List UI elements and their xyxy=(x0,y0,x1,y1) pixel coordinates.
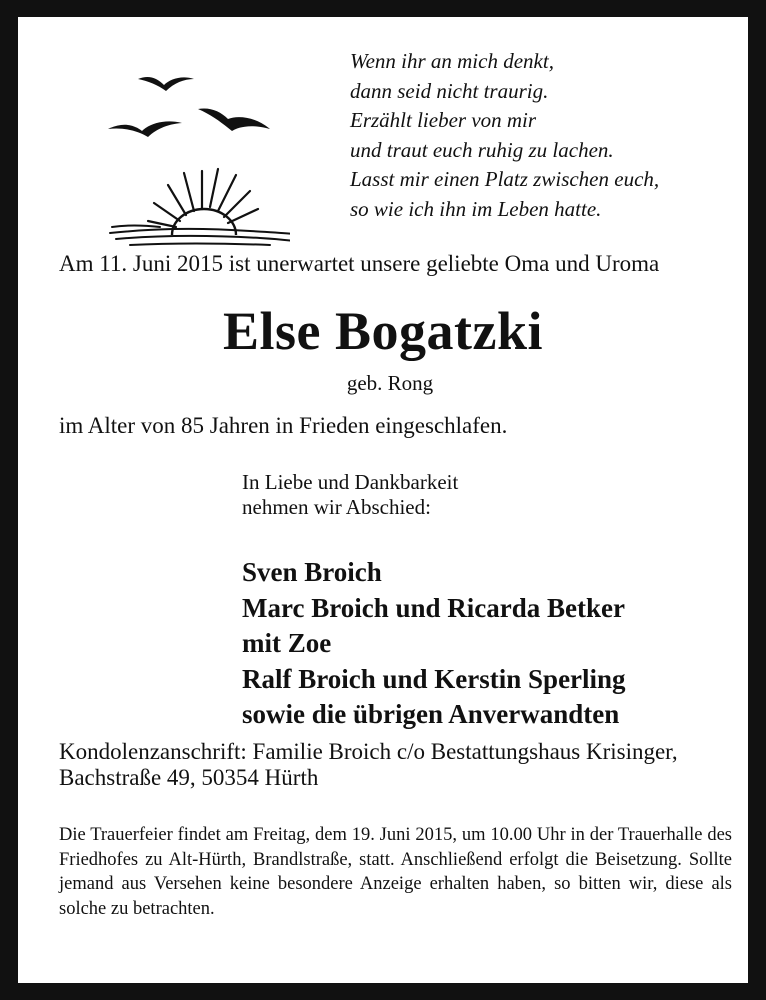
mourner-entry: mit Zoe xyxy=(242,628,332,658)
mourners-list xyxy=(242,555,732,733)
mourner-entry: Ralf Broich und Kerstin Sperling xyxy=(242,663,626,694)
funeral-notice: Die Trauerfeier findet am Freitag, dem 19. Juni 2015, um 10.00 Uhr in der Trauerhalle des Friedhofes zu Alt-Hürth, Brandlstraße, statt. Anschließend erfolgt die Beisetzung. Sollte jemand aus Versehen keine besondere Anzeige erhalten haben, so bitten wir, diese als solche zu betrachten. xyxy=(59,825,732,919)
intro-text: Am 11. Juni 2015 ist unerwartet unsere geliebte Oma und Uroma xyxy=(59,251,660,276)
poem-line: so wie ich ihn im Leben hatte. xyxy=(350,196,602,221)
birth-name: geb. Rong xyxy=(346,371,434,395)
condolence-address: Kondolenzanschrift: Familie Broich c/o Bestattungshaus Krisinger, Bachstraße 49, 50354 Hürth xyxy=(59,739,678,790)
poem-line: Lasst mir einen Platz zwischen euch, xyxy=(350,167,660,191)
bird-icon xyxy=(198,108,270,131)
poem-line: und traut euch ruhig zu lachen. xyxy=(350,137,614,162)
mourner-entry: Marc Broich und Ricarda Betker xyxy=(242,592,625,623)
bird-icon xyxy=(108,121,182,137)
farewell-line: In Liebe und Dankbarkeit xyxy=(242,470,459,494)
mourner-entry: sowie die übrigen Anverwandten xyxy=(242,699,620,729)
poem-line: dann seid nicht traurig. xyxy=(350,78,549,103)
age-line: im Alter von 85 Jahren in Frieden eingeschlafen. xyxy=(59,413,508,438)
birds-and-sunset-icon xyxy=(90,57,290,247)
farewell-line: nehmen wir Abschied: xyxy=(242,495,431,519)
deceased-name: Else Bogatzki xyxy=(222,301,543,361)
mourner-entry: Sven Broich xyxy=(242,557,382,587)
obituary-card xyxy=(18,17,748,983)
farewell-text xyxy=(242,470,702,520)
poem-line: Wenn ihr an mich denkt, xyxy=(350,49,554,73)
bird-icon xyxy=(138,77,194,91)
poem-line: Erzählt lieber von mir xyxy=(350,108,537,132)
poem-verse xyxy=(350,47,730,224)
